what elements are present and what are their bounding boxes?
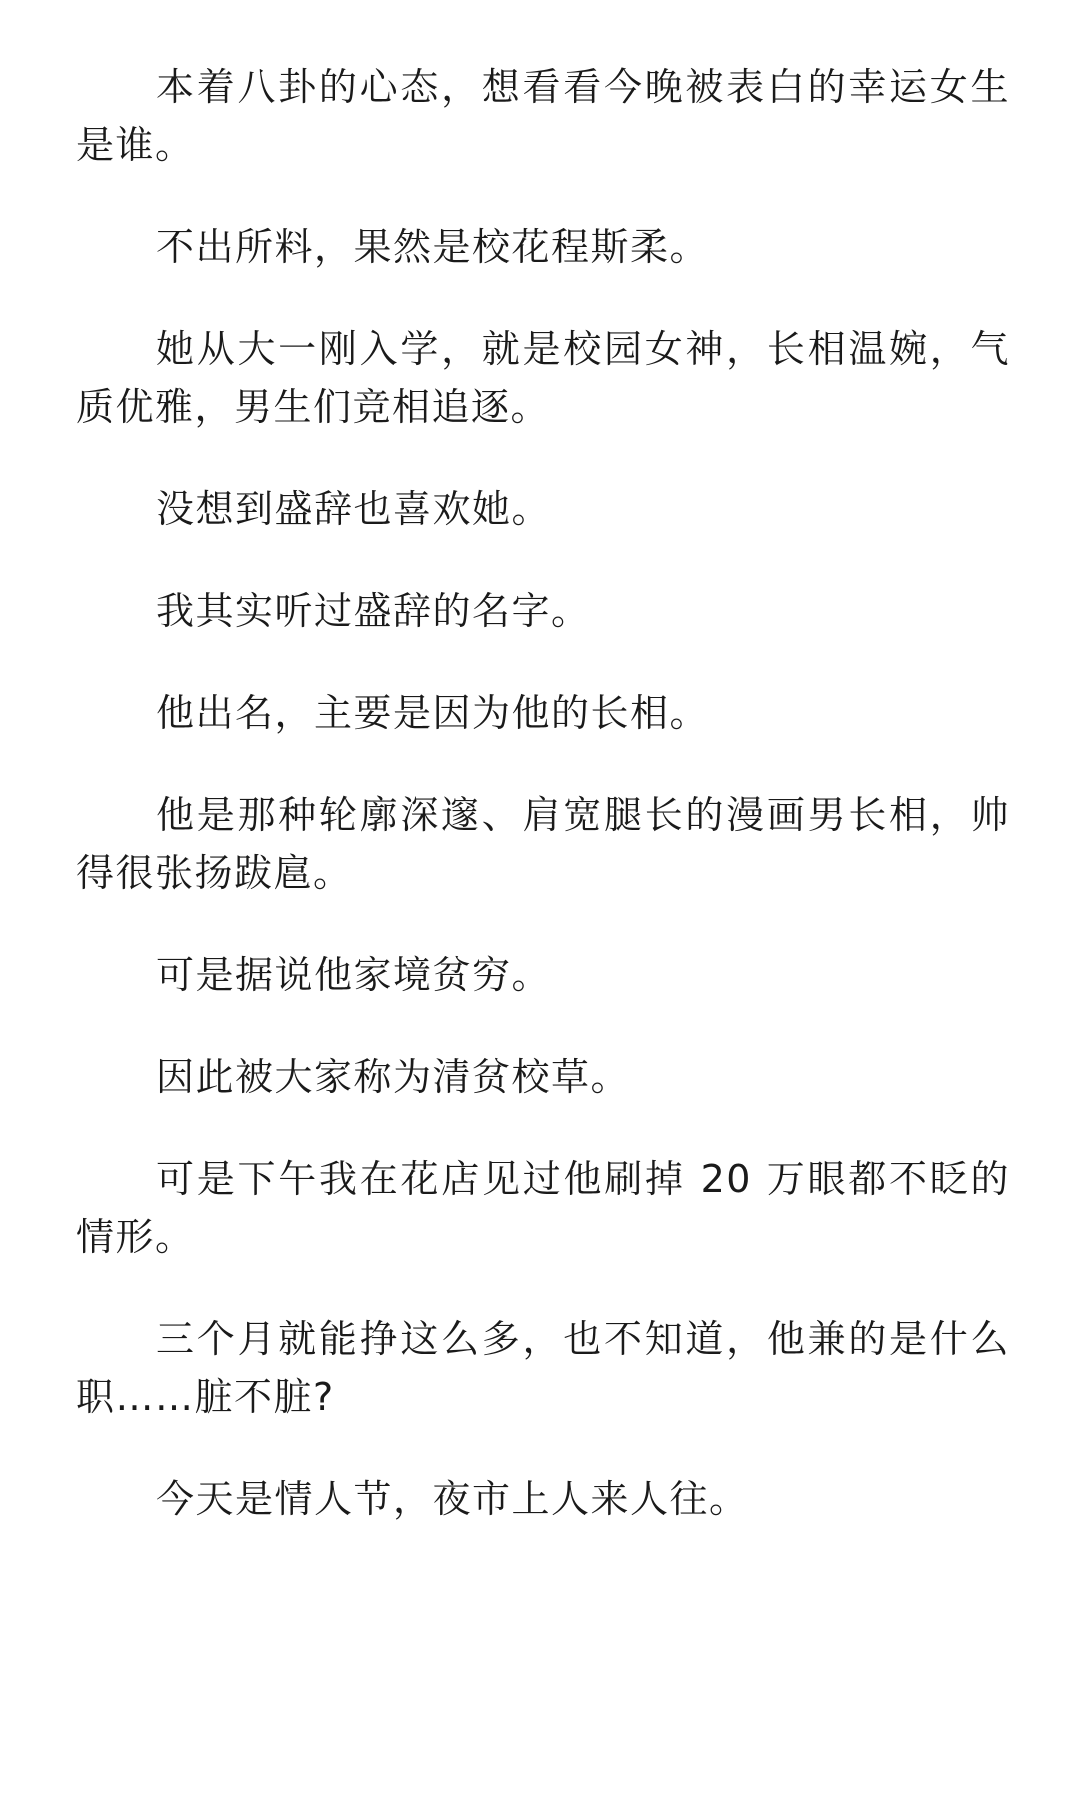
paragraph: 今天是情人节，夜市上人来人往。 <box>156 1477 749 1521</box>
paragraph: 我其实听过盛辞的名字。 <box>156 589 591 633</box>
paragraph: 可是据说他家境贫穷。 <box>156 953 552 997</box>
paragraph: 可是下午我在花店见过他刷掉 20 万眼都不眨的情形。 <box>76 1157 1010 1259</box>
paragraph: 没想到盛辞也喜欢她。 <box>156 487 552 531</box>
paragraph: 因此被大家称为清贫校草。 <box>156 1055 631 1099</box>
paragraph: 他出名，主要是因为他的长相。 <box>156 691 710 735</box>
paragraph: 本着八卦的心态，想看看今晚被表白的幸运女生是谁。 <box>76 65 1010 167</box>
paragraph: 不出所料，果然是校花程斯柔。 <box>156 225 710 269</box>
paragraph: 三个月就能挣这么多，也不知道，他兼的是什么职……脏不脏? <box>76 1317 1010 1419</box>
paragraph: 她从大一刚入学，就是校园女神，长相温婉，气质优雅，男生们竞相追逐。 <box>76 327 1010 429</box>
paragraph: 他是那种轮廓深邃、肩宽腿长的漫画男长相，帅得很张扬跋扈。 <box>76 793 1010 895</box>
